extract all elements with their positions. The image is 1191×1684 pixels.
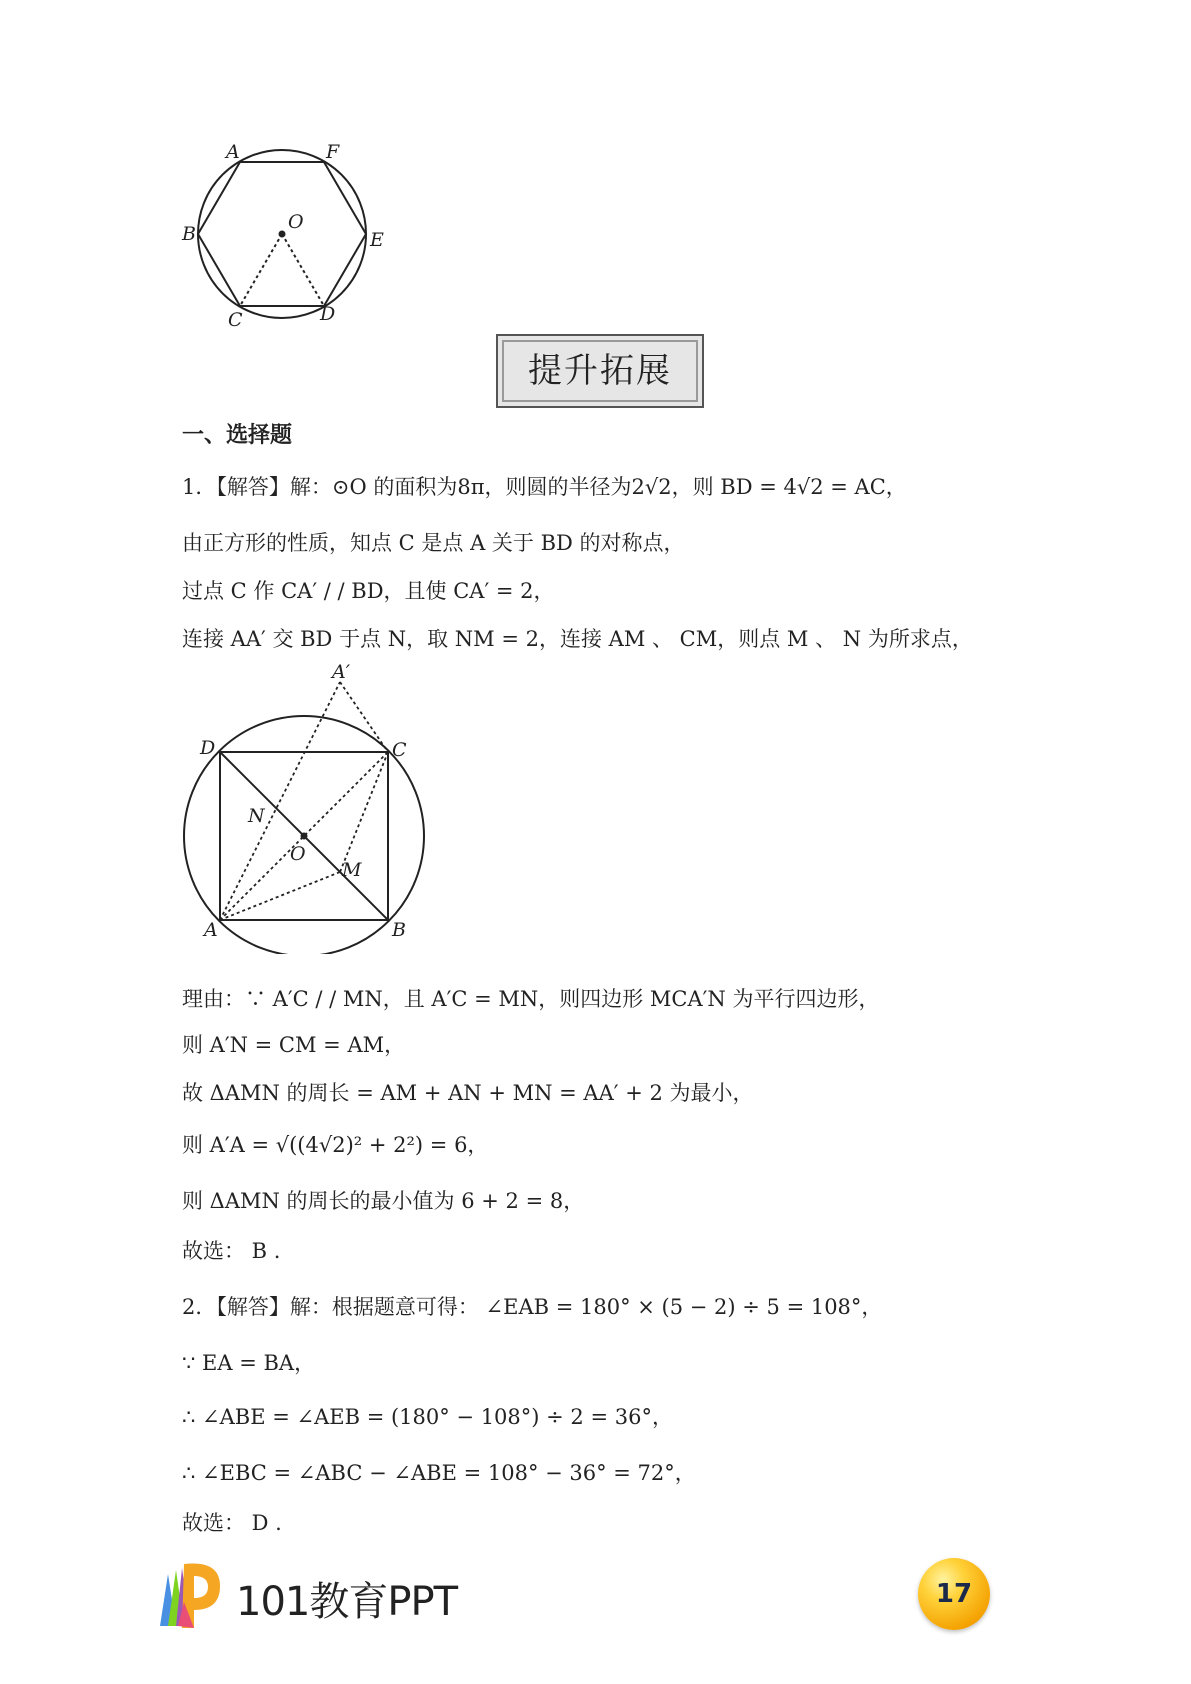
solution-line: ∴ ∠EBC = ∠ABC − ∠ABE = 108° − 36° = 72°， <box>182 1461 696 1485</box>
brand-name: 101教育PPT <box>236 1579 458 1625</box>
solution-line: 连接 AA′ 交 BD 于点 N，取 NM = 2，连接 AM 、 CM，则点 M 、 N 为所求点， <box>182 627 973 651</box>
sq-label-d: D <box>200 737 216 759</box>
hex-label-b: B <box>182 223 196 245</box>
hex-label-a: A <box>226 141 240 163</box>
sq-label-a: A <box>204 919 218 941</box>
solution-line: 由正方形的性质，知点 C 是点 A 关于 BD 的对称点， <box>182 531 685 555</box>
page-number-badge <box>918 1558 990 1630</box>
section-heading: 一、选择题 <box>182 423 293 448</box>
solution-line: 则 ΔAMN 的周长的最小值为 6 + 2 = 8， <box>182 1189 585 1213</box>
hex-label-o: O <box>288 211 304 233</box>
page-number: 17 <box>935 1579 973 1609</box>
solution-line: 故 ΔAMN 的周长 = AM + AN + MN = AA′ + 2 为最小， <box>182 1081 754 1105</box>
solution-line: ∵ EA = BA， <box>182 1351 316 1375</box>
solution-line: 则 A′N = CM = AM， <box>182 1033 406 1057</box>
page-title: 提升拓展 <box>528 351 672 391</box>
brand-logo-icon <box>154 1556 234 1632</box>
hexagon-figure <box>170 140 400 340</box>
solution-line: 过点 C 作 CA′ / / BD，且使 CA′ = 2， <box>182 579 555 603</box>
hex-label-f: F <box>326 141 340 163</box>
sq-label-c: C <box>392 739 407 761</box>
sq-label-a-prime: A′ <box>332 664 351 683</box>
sq-label-b: B <box>392 919 406 941</box>
square-circle-figure <box>180 664 440 954</box>
hex-label-e: E <box>370 229 384 251</box>
solution-line: ∴ ∠ABE = ∠AEB = (180° − 108°) ÷ 2 = 36°， <box>182 1405 673 1429</box>
solution-line: 2．【解答】解：根据题意可得： ∠EAB = 180° × (5 − 2) ÷ 5 = 108°， <box>182 1295 883 1319</box>
sq-label-n: N <box>248 805 265 827</box>
solution-line: 理由：∵ A′C / / MN，且 A′C = MN，则四边形 MCA′N 为平行四边形， <box>182 987 880 1011</box>
title-box <box>496 334 704 408</box>
solution-line: 则 A′A = √((4√2)² + 2²) = 6， <box>182 1133 489 1157</box>
solution-line: 故选： B . <box>182 1239 281 1263</box>
hex-label-c: C <box>228 309 243 331</box>
sq-label-o: O <box>290 843 306 865</box>
hex-label-d: D <box>320 303 336 325</box>
solution-line: 1．【解答】解：⊙O 的面积为8π，则圆的半径为2√2，则 BD = 4√2 = AC， <box>182 475 907 499</box>
sq-label-m: M <box>342 859 362 881</box>
solution-line: 故选： D . <box>182 1511 282 1535</box>
